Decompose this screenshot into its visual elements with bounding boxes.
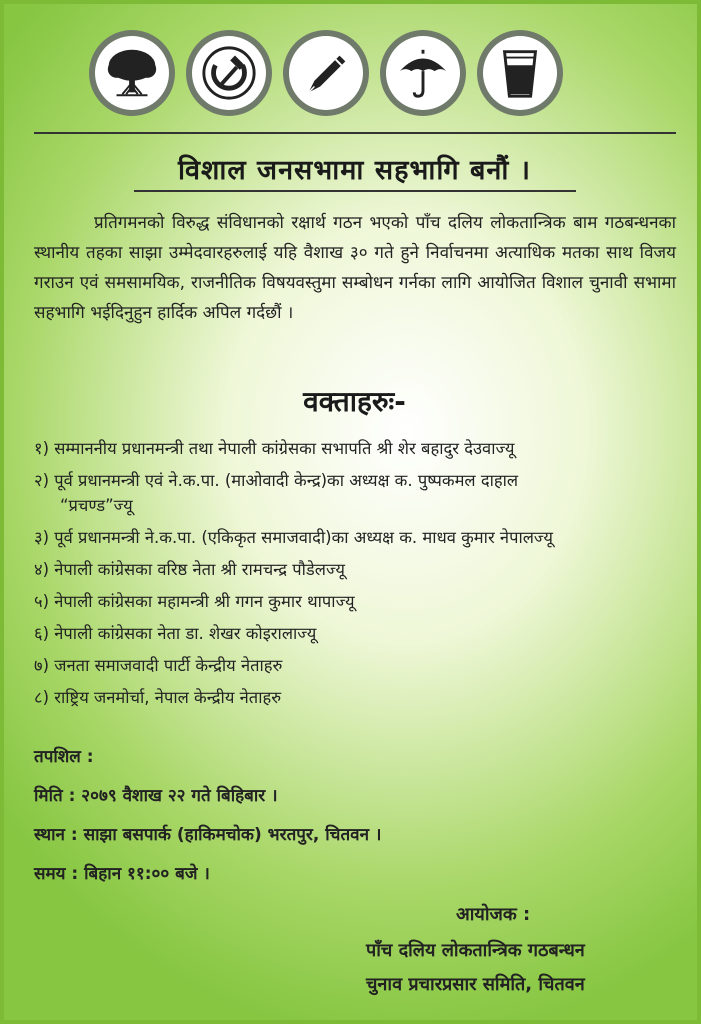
event-details bbox=[34, 744, 674, 900]
organizer-line-2: चुनाव प्रचारप्रसार समिति, चितवन bbox=[366, 974, 585, 995]
symbol-tree bbox=[89, 30, 175, 116]
glass-icon bbox=[491, 44, 549, 102]
pen-icon bbox=[297, 44, 355, 102]
symbol-hammer-sickle bbox=[186, 30, 272, 116]
speaker-item: ६) नेपाली कांग्रेसका नेता डा. शेखर कोइरालाज्यू bbox=[34, 624, 317, 643]
speaker-item: ७) जनता समाजवादी पार्टी केन्द्रीय नेताहरु bbox=[34, 656, 283, 675]
speakers-heading: वक्ताहरुः- bbox=[303, 385, 406, 418]
speaker-item: ४) नेपाली कांग्रेसका वरिष्ठ नेता श्री रामचन्द्र पौडेलज्यू bbox=[34, 560, 345, 579]
organizer-block bbox=[366, 902, 676, 1006]
symbol-pen bbox=[283, 30, 369, 116]
speaker-item-continuation: “प्रचण्ड”ज्यू bbox=[60, 496, 133, 515]
details-heading: तपशिल : bbox=[34, 747, 94, 767]
speaker-item: ५) नेपाली कांग्रेसका महामन्त्री श्री गगन कुमार थापाज्यू bbox=[34, 592, 355, 611]
title-underline bbox=[134, 190, 576, 192]
event-date: मिति : २०७९ वैशाख २२ गते बिहिबार । bbox=[34, 786, 278, 806]
event-place: स्थान : साझा बसपार्क (हाकिमचोक) भरतपुर, चितवन । bbox=[34, 825, 382, 845]
hammer-sickle-icon bbox=[200, 44, 258, 102]
event-time: समय : बिहान ११:०० बजे । bbox=[34, 864, 210, 884]
party-symbols bbox=[89, 30, 563, 116]
speaker-item: ८) राष्ट्रिय जनमोर्चा, नेपाल केन्द्रीय नेताहरु bbox=[34, 688, 282, 707]
umbrella-icon bbox=[394, 44, 452, 102]
organizer-heading: आयोजक : bbox=[456, 904, 531, 925]
organizer-line-1: पाँच दलिय लोकतान्त्रिक गठबन्धन bbox=[366, 940, 585, 961]
symbol-umbrella bbox=[380, 30, 466, 116]
tree-icon bbox=[103, 44, 161, 102]
speakers-list bbox=[34, 436, 676, 717]
poster-title: विशाल जनसभामा सहभागि बनौं । bbox=[177, 155, 532, 186]
speaker-item: २) पूर्व प्रधानमन्त्री एवं ने.क.पा. (माओवादी केन्द्र)का अध्यक्ष क. पुष्पकमल दाहाल “प्रचण्ड”ज्यू bbox=[34, 468, 676, 518]
top-divider bbox=[34, 132, 676, 134]
intro-paragraph: प्रतिगमनको विरुद्ध संविधानको रक्षार्थ गठन भएको पाँच दलिय लोकतान्त्रिक बाम गठबन्धनका स्थानीय तहका साझा उम्मेदवारहरुलाई यहि वैशाख ३० गते हुने निर्वाचनमा अत्याधिक मतका साथ विजय गराउन एवं समसामयिक, राजनीतिक विषयवस्तुमा सम्बोधन गर्नका लागि आयोजित विशाल चुनावी सभामा सहभागि भईदिनुहुन हार्दिक अपिल गर्दछौं । bbox=[34, 213, 676, 323]
speaker-item: ३) पूर्व प्रधानमन्त्री ने.क.पा. (एकिकृत समाजवादी)का अध्यक्ष क. माधव कुमार नेपालज्यू bbox=[34, 528, 553, 547]
speaker-item: १) सम्माननीय प्रधानमन्त्री तथा नेपाली कांग्रेसका सभापति श्री शेर बहादुर देउवाज्यू bbox=[34, 439, 515, 458]
symbol-glass bbox=[477, 30, 563, 116]
